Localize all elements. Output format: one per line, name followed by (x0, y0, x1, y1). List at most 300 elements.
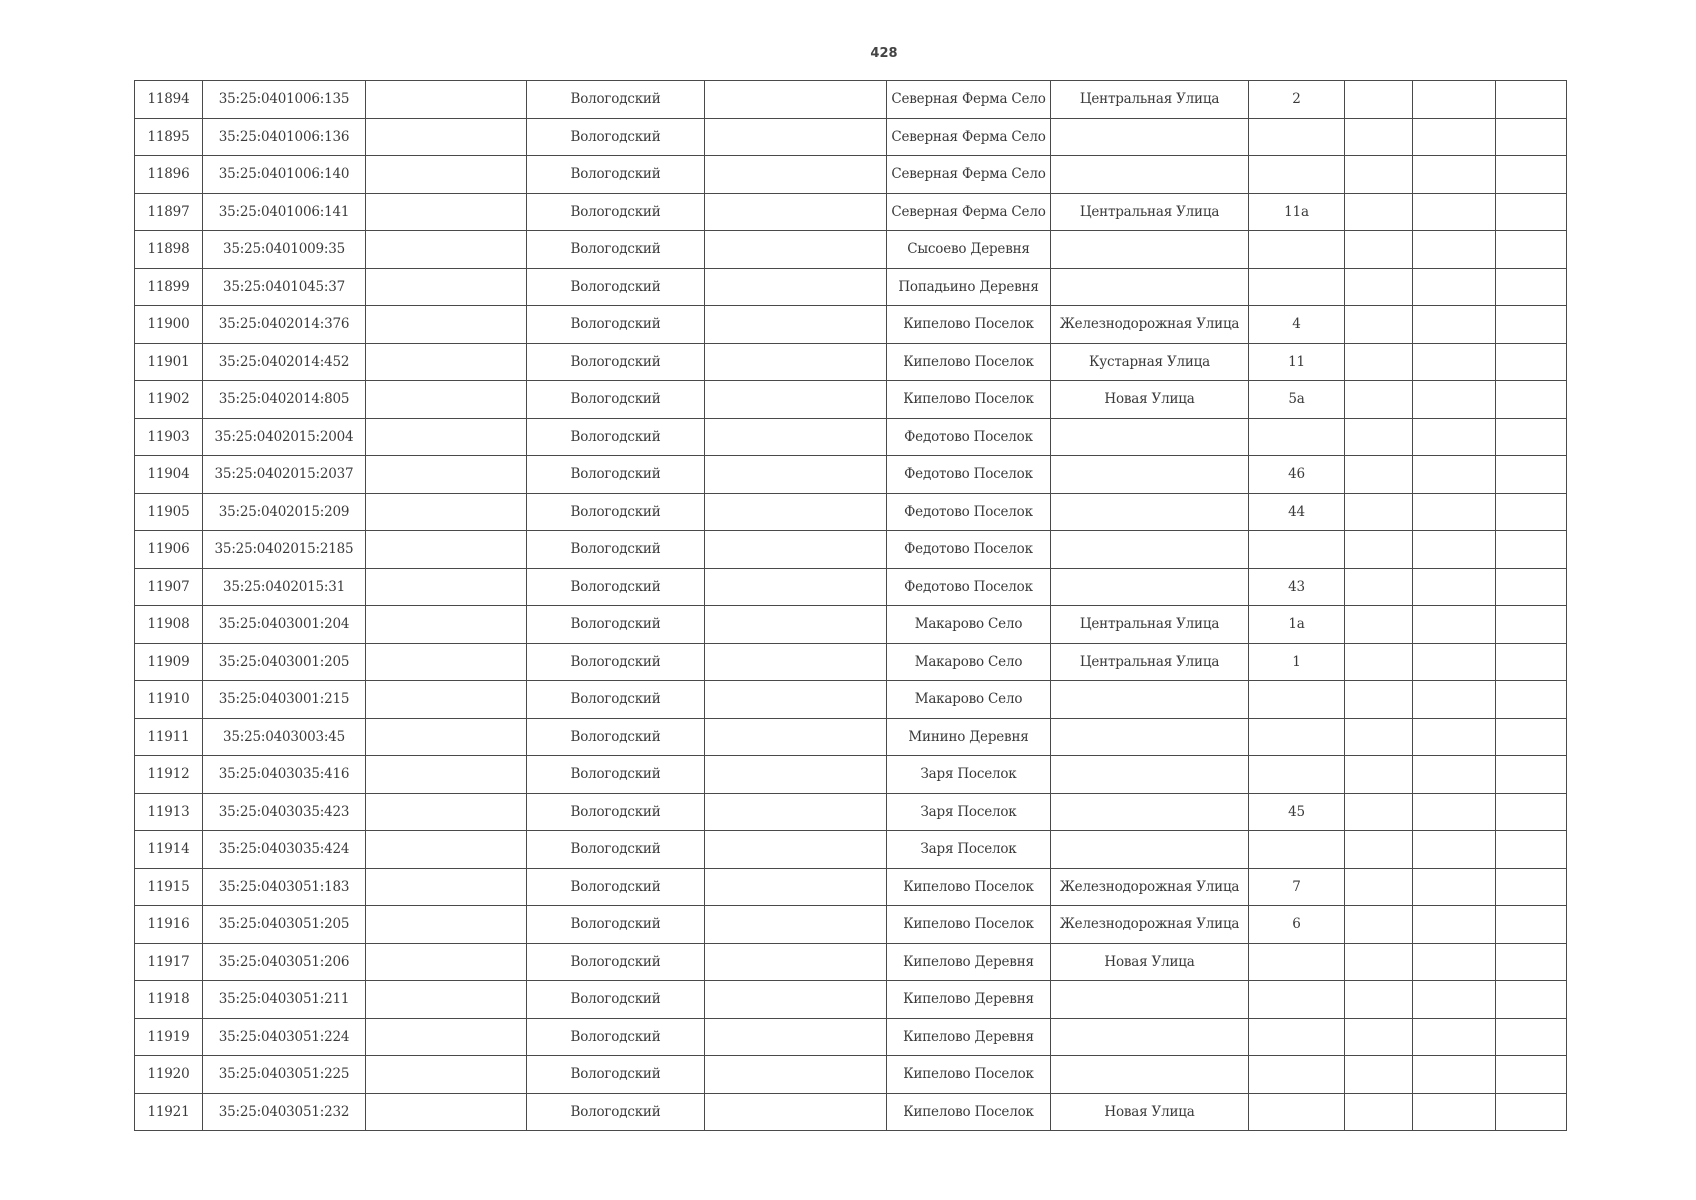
district-cell: Вологодский (527, 793, 705, 831)
empty-cell (1413, 531, 1496, 569)
row-number-cell: 11916 (135, 906, 203, 944)
empty-cell (1345, 156, 1413, 194)
house-number-cell (1249, 756, 1345, 794)
empty-cell (1496, 981, 1567, 1019)
empty-cell (366, 118, 527, 156)
table-row (135, 531, 1567, 569)
house-number-cell (1249, 831, 1345, 869)
house-number-cell (1249, 1056, 1345, 1094)
cadastral-number-cell: 35:25:0403051:205 (203, 906, 366, 944)
empty-cell (1345, 831, 1413, 869)
house-number-cell: 4 (1249, 306, 1345, 344)
empty-cell (1496, 756, 1567, 794)
street-cell (1051, 793, 1249, 831)
table-row (135, 793, 1567, 831)
empty-cell (705, 118, 887, 156)
empty-cell (366, 343, 527, 381)
empty-cell (1345, 343, 1413, 381)
street-cell: Железнодорожная Улица (1051, 868, 1249, 906)
locality-cell: Северная Ферма Село (887, 81, 1051, 119)
cadastral-number-cell: 35:25:0403035:423 (203, 793, 366, 831)
street-cell (1051, 568, 1249, 606)
empty-cell (366, 681, 527, 719)
empty-cell (1345, 756, 1413, 794)
empty-cell (1496, 231, 1567, 269)
locality-cell: Кипелово Деревня (887, 981, 1051, 1019)
house-number-cell (1249, 231, 1345, 269)
street-cell: Кустарная Улица (1051, 343, 1249, 381)
house-number-cell (1249, 718, 1345, 756)
empty-cell (1345, 306, 1413, 344)
street-cell: Новая Улица (1051, 381, 1249, 419)
street-cell (1051, 231, 1249, 269)
district-cell: Вологодский (527, 381, 705, 419)
cadastral-number-cell: 35:25:0403001:204 (203, 606, 366, 644)
table-row (135, 1056, 1567, 1094)
row-number-cell: 11901 (135, 343, 203, 381)
empty-cell (1496, 1056, 1567, 1094)
cadastral-number-cell: 35:25:0402015:209 (203, 493, 366, 531)
empty-cell (1496, 681, 1567, 719)
cadastral-number-cell: 35:25:0401006:141 (203, 193, 366, 231)
empty-cell (366, 606, 527, 644)
empty-cell (1413, 681, 1496, 719)
locality-cell: Заря Поселок (887, 831, 1051, 869)
empty-cell (705, 793, 887, 831)
row-number-cell: 11911 (135, 718, 203, 756)
empty-cell (366, 306, 527, 344)
empty-cell (705, 756, 887, 794)
empty-cell (1496, 1018, 1567, 1056)
empty-cell (1413, 118, 1496, 156)
empty-cell (1413, 268, 1496, 306)
empty-cell (1413, 343, 1496, 381)
cadastral-number-cell: 35:25:0403051:225 (203, 1056, 366, 1094)
cadastral-number-cell: 35:25:0401006:136 (203, 118, 366, 156)
district-cell: Вологодский (527, 831, 705, 869)
street-cell: Центральная Улица (1051, 643, 1249, 681)
house-number-cell: 6 (1249, 906, 1345, 944)
locality-cell: Северная Ферма Село (887, 193, 1051, 231)
empty-cell (1413, 643, 1496, 681)
district-cell: Вологодский (527, 868, 705, 906)
empty-cell (705, 606, 887, 644)
empty-cell (1413, 793, 1496, 831)
cadastral-number-cell: 35:25:0402015:2185 (203, 531, 366, 569)
street-cell (1051, 1018, 1249, 1056)
empty-cell (1496, 268, 1567, 306)
house-number-cell: 46 (1249, 456, 1345, 494)
empty-cell (1413, 306, 1496, 344)
locality-cell: Кипелово Поселок (887, 868, 1051, 906)
empty-cell (366, 381, 527, 419)
street-cell (1051, 268, 1249, 306)
street-cell: Центральная Улица (1051, 606, 1249, 644)
locality-cell: Федотово Поселок (887, 418, 1051, 456)
empty-cell (366, 493, 527, 531)
empty-cell (1496, 831, 1567, 869)
empty-cell (366, 531, 527, 569)
row-number-cell: 11900 (135, 306, 203, 344)
empty-cell (1413, 1018, 1496, 1056)
empty-cell (1496, 456, 1567, 494)
row-number-cell: 11896 (135, 156, 203, 194)
empty-cell (1345, 1056, 1413, 1094)
empty-cell (1496, 531, 1567, 569)
district-cell: Вологодский (527, 606, 705, 644)
district-cell: Вологодский (527, 81, 705, 119)
district-cell: Вологодский (527, 681, 705, 719)
locality-cell: Северная Ферма Село (887, 118, 1051, 156)
empty-cell (705, 831, 887, 869)
street-cell: Новая Улица (1051, 1093, 1249, 1131)
empty-cell (1496, 343, 1567, 381)
empty-cell (1345, 456, 1413, 494)
empty-cell (1496, 1093, 1567, 1131)
table-row (135, 831, 1567, 869)
street-cell: Железнодорожная Улица (1051, 306, 1249, 344)
empty-cell (1345, 193, 1413, 231)
district-cell: Вологодский (527, 981, 705, 1019)
empty-cell (705, 868, 887, 906)
empty-cell (1345, 643, 1413, 681)
cadastral-number-cell: 35:25:0403051:211 (203, 981, 366, 1019)
table-row (135, 943, 1567, 981)
street-cell (1051, 531, 1249, 569)
street-cell (1051, 981, 1249, 1019)
street-cell (1051, 418, 1249, 456)
empty-cell (1345, 943, 1413, 981)
empty-cell (366, 418, 527, 456)
empty-cell (1413, 456, 1496, 494)
empty-cell (366, 756, 527, 794)
table-row (135, 606, 1567, 644)
locality-cell: Заря Поселок (887, 756, 1051, 794)
locality-cell: Кипелово Поселок (887, 381, 1051, 419)
street-cell (1051, 493, 1249, 531)
empty-cell (366, 1018, 527, 1056)
registry-table-body (135, 81, 1567, 1131)
house-number-cell: 45 (1249, 793, 1345, 831)
empty-cell (366, 718, 527, 756)
empty-cell (1345, 606, 1413, 644)
district-cell: Вологодский (527, 756, 705, 794)
empty-cell (1413, 231, 1496, 269)
empty-cell (705, 1093, 887, 1131)
table-row (135, 418, 1567, 456)
empty-cell (705, 306, 887, 344)
table-row (135, 1018, 1567, 1056)
empty-cell (1496, 306, 1567, 344)
empty-cell (1345, 493, 1413, 531)
district-cell: Вологодский (527, 943, 705, 981)
row-number-cell: 11912 (135, 756, 203, 794)
empty-cell (1496, 568, 1567, 606)
table-row (135, 193, 1567, 231)
locality-cell: Кипелово Поселок (887, 1093, 1051, 1131)
house-number-cell: 11а (1249, 193, 1345, 231)
district-cell: Вологодский (527, 906, 705, 944)
house-number-cell: 7 (1249, 868, 1345, 906)
empty-cell (705, 493, 887, 531)
empty-cell (1496, 418, 1567, 456)
street-cell (1051, 1056, 1249, 1094)
empty-cell (1413, 756, 1496, 794)
empty-cell (1345, 868, 1413, 906)
empty-cell (1345, 418, 1413, 456)
empty-cell (1496, 868, 1567, 906)
empty-cell (366, 793, 527, 831)
cadastral-number-cell: 35:25:0401006:140 (203, 156, 366, 194)
table-row (135, 381, 1567, 419)
locality-cell: Федотово Поселок (887, 531, 1051, 569)
district-cell: Вологодский (527, 156, 705, 194)
district-cell: Вологодский (527, 1056, 705, 1094)
row-number-cell: 11920 (135, 1056, 203, 1094)
row-number-cell: 11895 (135, 118, 203, 156)
empty-cell (1496, 643, 1567, 681)
empty-cell (1413, 568, 1496, 606)
empty-cell (1413, 493, 1496, 531)
locality-cell: Макарово Село (887, 681, 1051, 719)
row-number-cell: 11907 (135, 568, 203, 606)
empty-cell (1345, 1018, 1413, 1056)
cadastral-number-cell: 35:25:0402014:805 (203, 381, 366, 419)
empty-cell (366, 868, 527, 906)
locality-cell: Макарово Село (887, 643, 1051, 681)
empty-cell (705, 193, 887, 231)
street-cell: Новая Улица (1051, 943, 1249, 981)
house-number-cell (1249, 1018, 1345, 1056)
empty-cell (1496, 793, 1567, 831)
empty-cell (366, 156, 527, 194)
empty-cell (1413, 831, 1496, 869)
house-number-cell (1249, 943, 1345, 981)
table-row (135, 568, 1567, 606)
table-row (135, 118, 1567, 156)
cadastral-number-cell: 35:25:0402015:31 (203, 568, 366, 606)
cadastral-number-cell: 35:25:0402015:2037 (203, 456, 366, 494)
locality-cell: Макарово Село (887, 606, 1051, 644)
row-number-cell: 11913 (135, 793, 203, 831)
registry-table (134, 80, 1567, 1131)
table-row (135, 343, 1567, 381)
cadastral-number-cell: 35:25:0401045:37 (203, 268, 366, 306)
empty-cell (705, 943, 887, 981)
empty-cell (366, 943, 527, 981)
cadastral-number-cell: 35:25:0403051:183 (203, 868, 366, 906)
district-cell: Вологодский (527, 1093, 705, 1131)
empty-cell (705, 343, 887, 381)
house-number-cell: 1 (1249, 643, 1345, 681)
locality-cell: Минино Деревня (887, 718, 1051, 756)
empty-cell (1413, 193, 1496, 231)
empty-cell (705, 906, 887, 944)
empty-cell (1345, 268, 1413, 306)
empty-cell (366, 81, 527, 119)
house-number-cell: 11 (1249, 343, 1345, 381)
house-number-cell: 2 (1249, 81, 1345, 119)
locality-cell: Сысоево Деревня (887, 231, 1051, 269)
empty-cell (705, 156, 887, 194)
empty-cell (705, 456, 887, 494)
empty-cell (366, 1093, 527, 1131)
house-number-cell (1249, 531, 1345, 569)
table-row (135, 1093, 1567, 1131)
row-number-cell: 11906 (135, 531, 203, 569)
row-number-cell: 11915 (135, 868, 203, 906)
empty-cell (1345, 906, 1413, 944)
empty-cell (366, 268, 527, 306)
empty-cell (1413, 943, 1496, 981)
row-number-cell: 11903 (135, 418, 203, 456)
empty-cell (1413, 156, 1496, 194)
empty-cell (705, 381, 887, 419)
empty-cell (705, 1018, 887, 1056)
empty-cell (705, 681, 887, 719)
empty-cell (1345, 681, 1413, 719)
table-row (135, 718, 1567, 756)
empty-cell (1413, 906, 1496, 944)
empty-cell (1496, 193, 1567, 231)
cadastral-number-cell: 35:25:0403035:424 (203, 831, 366, 869)
empty-cell (1496, 381, 1567, 419)
empty-cell (366, 831, 527, 869)
table-row (135, 681, 1567, 719)
row-number-cell: 11902 (135, 381, 203, 419)
empty-cell (366, 981, 527, 1019)
table-row (135, 231, 1567, 269)
empty-cell (1413, 718, 1496, 756)
house-number-cell: 1а (1249, 606, 1345, 644)
empty-cell (1345, 231, 1413, 269)
empty-cell (1345, 568, 1413, 606)
empty-cell (366, 193, 527, 231)
district-cell: Вологодский (527, 268, 705, 306)
empty-cell (1496, 606, 1567, 644)
empty-cell (705, 568, 887, 606)
row-number-cell: 11899 (135, 268, 203, 306)
district-cell: Вологодский (527, 568, 705, 606)
empty-cell (366, 568, 527, 606)
empty-cell (1496, 906, 1567, 944)
empty-cell (705, 531, 887, 569)
district-cell: Вологодский (527, 306, 705, 344)
cadastral-number-cell: 35:25:0403035:416 (203, 756, 366, 794)
street-cell: Железнодорожная Улица (1051, 906, 1249, 944)
empty-cell (1496, 118, 1567, 156)
empty-cell (1345, 1093, 1413, 1131)
locality-cell: Кипелово Поселок (887, 1056, 1051, 1094)
cadastral-number-cell: 35:25:0403001:205 (203, 643, 366, 681)
row-number-cell: 11894 (135, 81, 203, 119)
house-number-cell (1249, 981, 1345, 1019)
cadastral-number-cell: 35:25:0403051:224 (203, 1018, 366, 1056)
table-row (135, 456, 1567, 494)
district-cell: Вологодский (527, 718, 705, 756)
empty-cell (1413, 381, 1496, 419)
street-cell (1051, 718, 1249, 756)
row-number-cell: 11908 (135, 606, 203, 644)
cadastral-number-cell: 35:25:0403051:232 (203, 1093, 366, 1131)
locality-cell: Федотово Поселок (887, 568, 1051, 606)
empty-cell (366, 643, 527, 681)
row-number-cell: 11905 (135, 493, 203, 531)
street-cell: Центральная Улица (1051, 81, 1249, 119)
cadastral-number-cell: 35:25:0402014:452 (203, 343, 366, 381)
empty-cell (1413, 1056, 1496, 1094)
empty-cell (705, 718, 887, 756)
street-cell: Центральная Улица (1051, 193, 1249, 231)
empty-cell (1496, 156, 1567, 194)
cadastral-number-cell: 35:25:0403001:215 (203, 681, 366, 719)
district-cell: Вологодский (527, 531, 705, 569)
district-cell: Вологодский (527, 343, 705, 381)
locality-cell: Кипелово Поселок (887, 906, 1051, 944)
table-row (135, 643, 1567, 681)
house-number-cell (1249, 1093, 1345, 1131)
locality-cell: Попадьино Деревня (887, 268, 1051, 306)
row-number-cell: 11921 (135, 1093, 203, 1131)
empty-cell (1496, 493, 1567, 531)
empty-cell (1496, 718, 1567, 756)
empty-cell (1345, 531, 1413, 569)
street-cell (1051, 156, 1249, 194)
empty-cell (1345, 81, 1413, 119)
empty-cell (1345, 118, 1413, 156)
house-number-cell: 43 (1249, 568, 1345, 606)
street-cell (1051, 756, 1249, 794)
locality-cell: Кипелово Деревня (887, 1018, 1051, 1056)
cadastral-number-cell: 35:25:0403051:206 (203, 943, 366, 981)
empty-cell (1345, 981, 1413, 1019)
row-number-cell: 11897 (135, 193, 203, 231)
table-row (135, 156, 1567, 194)
house-number-cell (1249, 156, 1345, 194)
cadastral-number-cell: 35:25:0402014:376 (203, 306, 366, 344)
house-number-cell (1249, 418, 1345, 456)
locality-cell: Кипелово Поселок (887, 306, 1051, 344)
table-row (135, 306, 1567, 344)
district-cell: Вологодский (527, 643, 705, 681)
cadastral-number-cell: 35:25:0403003:45 (203, 718, 366, 756)
empty-cell (1345, 718, 1413, 756)
district-cell: Вологодский (527, 418, 705, 456)
cadastral-number-cell: 35:25:0401006:135 (203, 81, 366, 119)
empty-cell (1496, 81, 1567, 119)
table-row (135, 756, 1567, 794)
empty-cell (366, 1056, 527, 1094)
locality-cell: Кипелово Поселок (887, 343, 1051, 381)
locality-cell: Федотово Поселок (887, 456, 1051, 494)
row-number-cell: 11910 (135, 681, 203, 719)
locality-cell: Федотово Поселок (887, 493, 1051, 531)
street-cell (1051, 831, 1249, 869)
row-number-cell: 11919 (135, 1018, 203, 1056)
locality-cell: Кипелово Деревня (887, 943, 1051, 981)
street-cell (1051, 456, 1249, 494)
locality-cell: Северная Ферма Село (887, 156, 1051, 194)
empty-cell (1413, 418, 1496, 456)
empty-cell (705, 981, 887, 1019)
house-number-cell (1249, 268, 1345, 306)
cadastral-number-cell: 35:25:0402015:2004 (203, 418, 366, 456)
street-cell (1051, 681, 1249, 719)
house-number-cell: 44 (1249, 493, 1345, 531)
table-row (135, 868, 1567, 906)
house-number-cell (1249, 118, 1345, 156)
district-cell: Вологодский (527, 193, 705, 231)
